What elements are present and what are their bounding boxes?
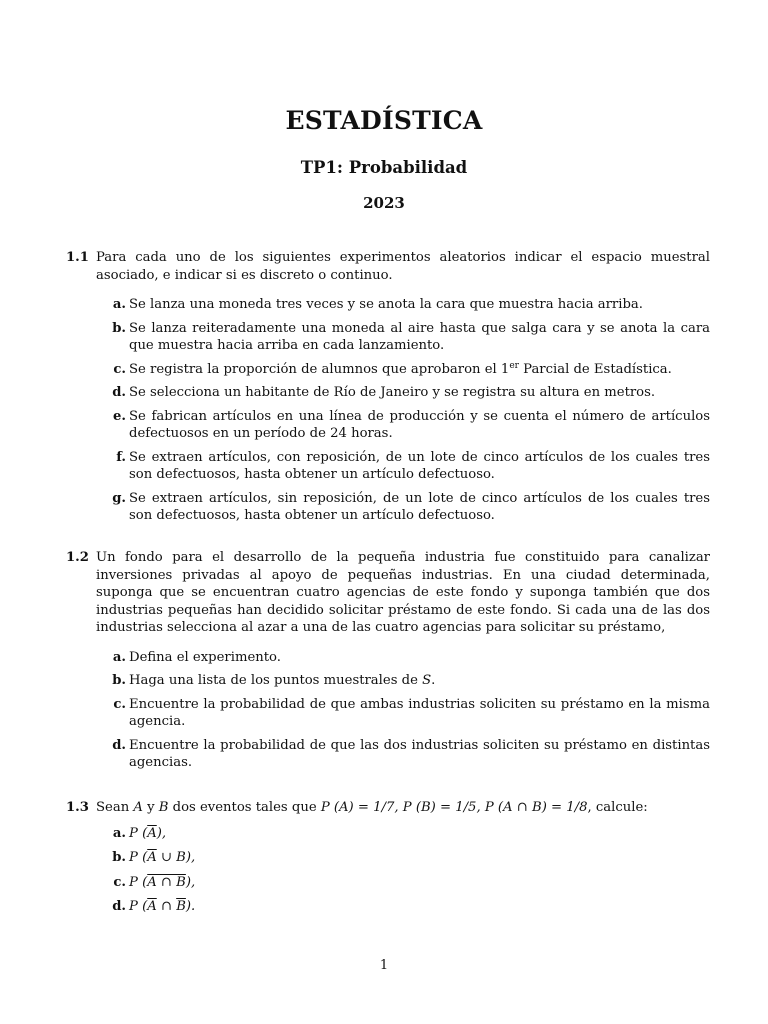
- complement-b: $\overline{B}$: [176, 899, 186, 914]
- complement-intersection: A ∩ B: [147, 874, 186, 890]
- list-item: [66, 672, 710, 690]
- document-subtitle: TP1: Probabilidad: [300, 158, 468, 177]
- math-expression: [129, 875, 195, 890]
- problem-1-1: [66, 249, 710, 525]
- expr-part: ),: [185, 874, 196, 890]
- problem-number: 1.1: [66, 250, 89, 265]
- expr-part: ),: [156, 825, 167, 841]
- math-variable: A: [133, 800, 143, 815]
- item-label: e.: [113, 408, 126, 424]
- math-expression: [129, 826, 166, 841]
- item-text: Se extraen artículos, con reposición, de un lote de cinco artículos de los cuales tres son defectuosos, hasta obtener un artículo defectuoso.: [129, 449, 710, 482]
- item-text: Encuentre la probabilidad de que las dos industrias soliciten su préstamo en distintas agencias.: [129, 737, 710, 770]
- expr-part: P (: [129, 899, 148, 914]
- list-item: [66, 384, 710, 402]
- item-label: d.: [112, 899, 126, 914]
- statement-text: , calcule:: [587, 800, 648, 815]
- item-text: Se selecciona un habitante de Río de Janeiro y se registra su altura en metros.: [129, 385, 656, 400]
- statement-text: dos eventos tales que: [168, 800, 321, 815]
- complement-a: $\overline{A}$: [147, 825, 157, 841]
- list-item: [66, 408, 710, 443]
- expr-part: P (: [129, 874, 148, 890]
- statement-text: y: [142, 800, 159, 815]
- item-list: [66, 825, 710, 916]
- item-label: b.: [112, 673, 126, 688]
- item-text: Parcial de Estadística.: [518, 361, 672, 377]
- item-label: f.: [116, 449, 126, 465]
- list-item: [66, 490, 710, 525]
- item-text: Defina el experimento.: [129, 649, 281, 665]
- math-expression: [129, 899, 195, 914]
- list-item: [66, 449, 710, 484]
- item-text: Haga una lista de los puntos muestrales de: [129, 673, 423, 688]
- problem-number: 1.2: [66, 550, 89, 565]
- math-expression: [129, 850, 195, 865]
- document-year: 2023: [363, 194, 405, 212]
- item-label: c.: [113, 361, 126, 377]
- expr-part: P (: [129, 825, 148, 841]
- math-variable: B: [158, 800, 169, 815]
- item-text: Se registra la proporción de alumnos que aprobaron el 1: [129, 361, 510, 377]
- item-label: a.: [112, 825, 126, 841]
- item-text: Se lanza reiteradamente una moneda al aire hasta que salga cara y se anota la cara que muestra hacia arriba en cada lanzamiento.: [129, 320, 710, 353]
- list-item: [66, 849, 710, 867]
- math-expression: P (A) = 1/7, P (B) = 1/5, P (A ∩ B) = 1/8: [320, 800, 588, 815]
- item-text: Se extraen artículos, sin reposición, de un lote de cinco artículos de los cuales tres son defectuosos, hasta obtener un artículo defectuoso.: [129, 490, 710, 523]
- item-label: b.: [112, 320, 126, 336]
- complement-a: $\overline{A}$: [147, 899, 157, 914]
- item-label: g.: [112, 490, 126, 506]
- list-item: [66, 898, 710, 916]
- list-item: [66, 825, 710, 843]
- item-text: Encuentre la probabilidad de que ambas industrias soliciten su préstamo en la misma agencia.: [129, 696, 710, 729]
- expr-part: ),: [185, 850, 196, 865]
- problem-statement: Para cada uno de los siguientes experimentos aleatorios indicar el espacio muestral asociado, e indicar si es discreto o continuo.: [96, 250, 710, 283]
- page-number: 1: [379, 958, 389, 973]
- item-text: Se lanza una moneda tres veces y se anota la cara que muestra hacia arriba.: [129, 297, 643, 312]
- statement-text: Sean: [96, 800, 134, 815]
- list-item: [66, 296, 710, 314]
- item-label: a.: [112, 297, 126, 312]
- item-label: c.: [113, 874, 126, 890]
- list-item: [66, 320, 710, 355]
- expr-part: ).: [185, 899, 196, 914]
- item-text: .: [431, 673, 436, 688]
- item-list: [66, 296, 710, 525]
- list-item: [66, 649, 710, 667]
- superscript: er: [509, 360, 519, 371]
- problem-number: 1.3: [66, 800, 89, 815]
- problem-statement: [96, 799, 710, 817]
- math-variable: S: [422, 673, 432, 688]
- list-item: [66, 737, 710, 772]
- problem-statement: Un fondo para el desarrollo de la pequeña industria fue constituido para canalizar inversiones privadas al apoyo de pequeñas industrias. En una ciudad determinada, suponga que se encuentran cuatro agencias de este fondo y suponga también que dos industrias pequeñas han decidido solicitar préstamo de este fondo. Si cada una de las dos industrias selecciona al azar a una de las cuatro agencias para solicitar su préstamo,: [96, 550, 710, 635]
- list-item: [66, 874, 710, 892]
- list-item: [66, 361, 710, 379]
- item-label: d.: [112, 737, 126, 753]
- item-label: d.: [112, 385, 126, 400]
- expr-part: ∩: [156, 899, 177, 914]
- problem-1-2: [66, 549, 710, 772]
- item-list: [66, 649, 710, 772]
- item-text: Se fabrican artículos en una línea de producción y se cuenta el número de artículos defectuosos en un período de 24 horas.: [129, 408, 710, 441]
- expr-part: ∪ B: [156, 850, 186, 865]
- complement-a: $\overline{A}$: [147, 850, 157, 865]
- item-label: c.: [113, 696, 126, 712]
- list-item: [66, 696, 710, 731]
- item-label: a.: [112, 649, 126, 665]
- item-label: b.: [112, 850, 126, 865]
- problem-1-3: [66, 799, 710, 916]
- expr-part: P (: [129, 850, 148, 865]
- document-title: ESTADÍSTICA: [285, 106, 483, 135]
